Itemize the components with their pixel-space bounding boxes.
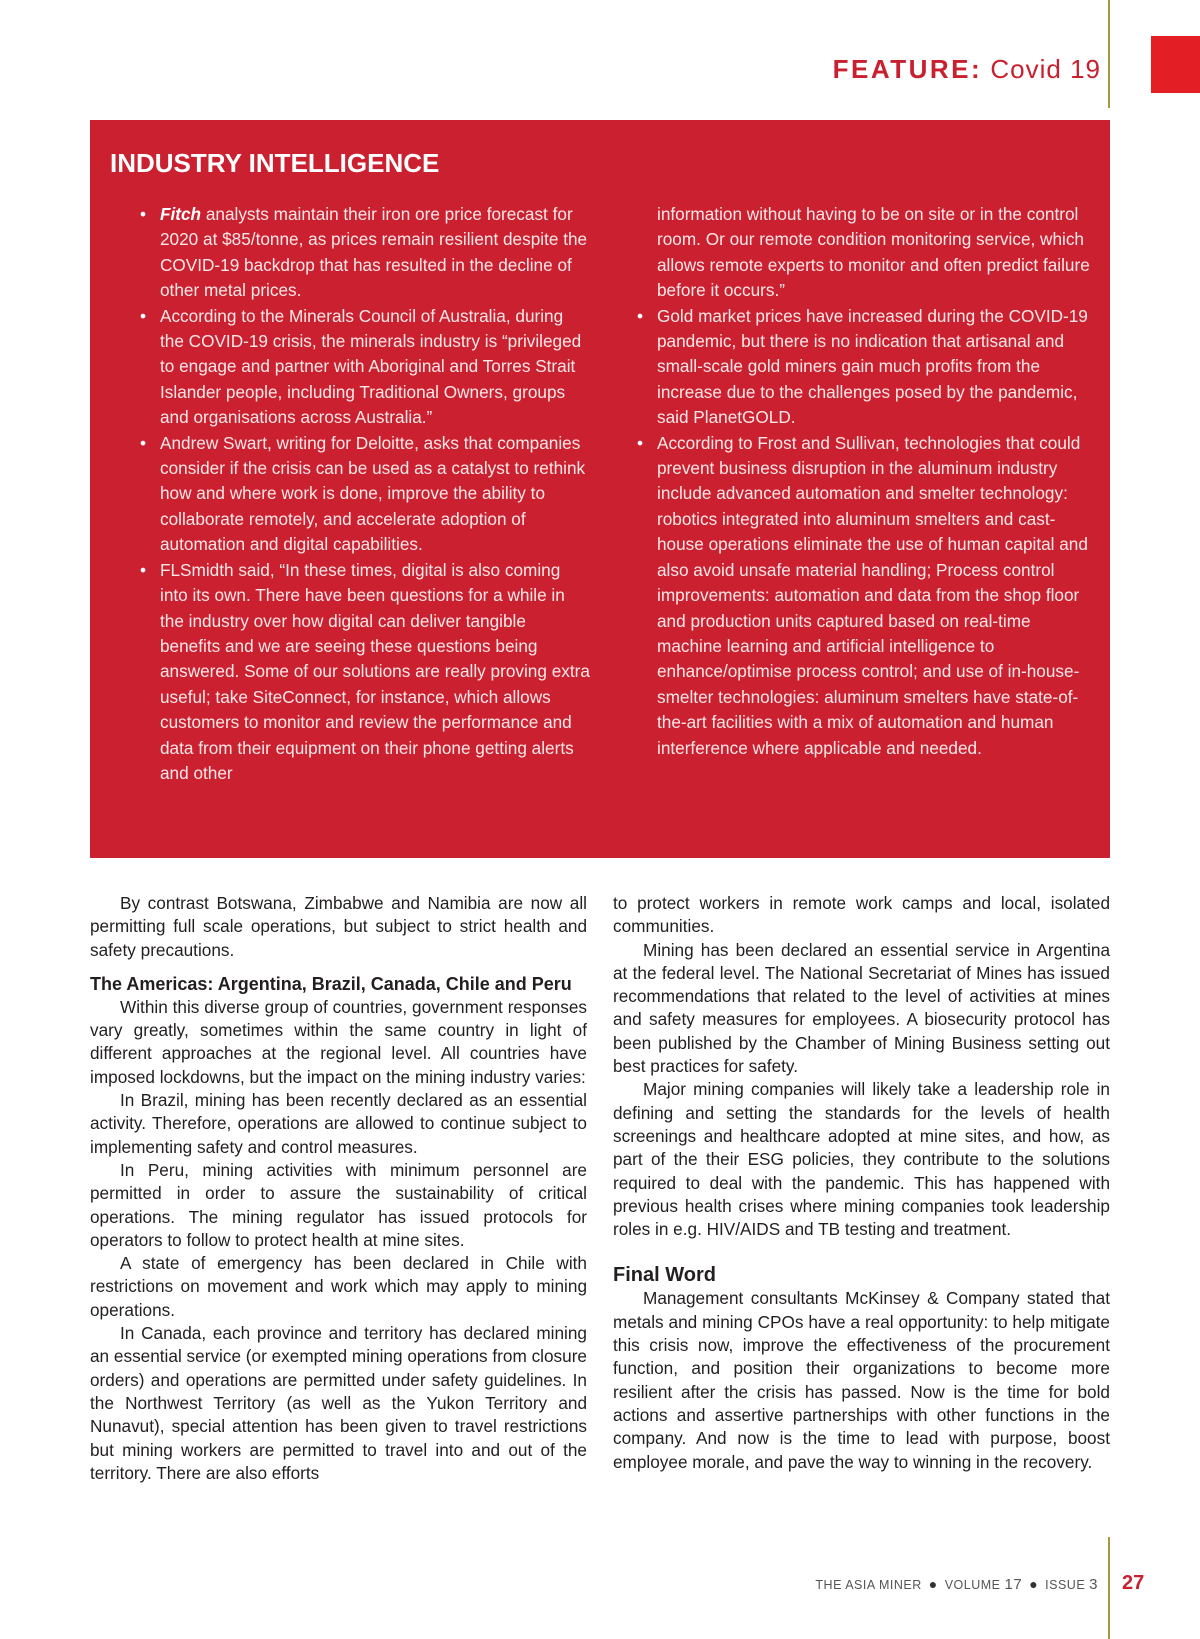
intel-title: INDUSTRY INTELLIGENCE [110, 148, 440, 178]
body-paragraph: Within this diverse group of countries, government responses vary greatly, sometimes within the same country in light of different approaches at the regional level. All countries have imposed lockdowns, but the impact on the mining industry varies: [90, 996, 587, 1087]
body-paragraph-continued: to protect workers in remote work camps and local, isolated communities. [613, 893, 1110, 937]
intel-bullet [160, 202, 590, 304]
body-paragraph: In Canada, each province and territory has declared mining an essential service (or exempted mining operations from closure orders) and operations are permitted under safety guidelines. In the Northwest Territory (as well as the Yukon Territory and Nunavut), special attention has been given to travel restrictions but mining workers are permitted to travel into and out of the territory. There are also efforts [90, 1323, 587, 1483]
issue-number: 3 [1089, 1576, 1098, 1593]
intel-bullet: • Andrew Swart, writing for Deloitte, asks that companies consider if the crisis can be used as a catalyst to rethink how and where work is done, improve the ability to collaborate remotely, and accelerate adoption of automation and digital capabilities. [160, 431, 590, 558]
intel-bullet-text: analysts maintain their iron ore price forecast for 2020 at $85/tonne, as prices remain resilient despite the COVID-19 backdrop that has resulted in the decline of other metal prices. [160, 204, 588, 301]
intel-bullet: • Gold market prices have increased during the COVID-19 pandemic, but there is no indication that artisanal and small-scale gold miners gain much profits from the increase due to the challenges posed by the pandemic, said PlanetGOLD. [657, 304, 1097, 431]
intel-column-left [160, 202, 590, 786]
body-column-left [90, 892, 587, 1485]
body-paragraph: By contrast Botswana, Zimbabwe and Namibia are now all permitting full scale operations, but subject to strict health and safety precautions. [90, 893, 587, 960]
separator-dot-icon: ● [928, 1576, 938, 1592]
intel-bullet: • According to the Minerals Council of Australia, during the COVID-19 crisis, the minerals industry is “privileged to engage and partner with Aboriginal and Torres Strait Islander people, including Traditional Owners, groups and organisations across Australia.” [160, 304, 590, 431]
body-paragraph: A state of emergency has been declared in Chile with restrictions on movement and work which may apply to mining operations. [90, 1253, 587, 1320]
intel-bullet-continued: information without having to be on site or in the control room. Or our remote condition monitoring service, which allows remote experts to monitor and often predict failure before it occurs.” [657, 204, 1090, 301]
header-gold-rule [1108, 0, 1110, 108]
feature-topic: Covid 19 [990, 54, 1101, 84]
separator-dot-icon: ● [1029, 1576, 1039, 1592]
feature-heading [833, 54, 1101, 85]
section-heading-final-word: Final Word [613, 1264, 716, 1287]
body-paragraph: In Peru, mining activities with minimum personnel are permitted in order to assure the sustainability of critical operations. The mining regulator has issued protocols for operators to follow to protect health at mine sites. [90, 1159, 587, 1250]
intel-bullet: • FLSmidth said, “In these times, digital is also coming into its own. There have been questions for a while in the industry over how digital can deliver tangible benefits and we are seeing these questions being answered. Some of our solutions are really proving extra useful; take SiteConnect, for instance, which allows customers to monitor and review the performance and data from their equipment on their phone getting alerts and other [160, 558, 590, 787]
section-heading-americas: The Americas: Argentina, Brazil, Canada, Chile and Peru [90, 973, 572, 994]
body-column-right [613, 892, 1110, 1474]
intel-column-right [657, 202, 1097, 761]
volume-label: VOLUME [944, 1578, 1001, 1592]
body-paragraph: Management consultants McKinsey & Company stated that metals and mining CPOs have a real opportunity: to help mitigate this crisis now, improve the effectiveness of the procurement function, and position their organizations to become more resilient after the crisis has passed. Now is the time for bold actions and assertive partnerships with other functions in the company. And now is the time to lead with purpose, boost employee morale, and pave the way to winning in the recovery. [613, 1288, 1110, 1472]
issue-label: ISSUE [1045, 1578, 1086, 1592]
feature-label: FEATURE: [832, 54, 983, 84]
footer-gold-rule [1108, 1537, 1110, 1639]
intel-bullet: • According to Frost and Sullivan, technologies that could prevent business disruption in the aluminum industry include advanced automation and smelter technology: robotics integrated into aluminum smelters and cast- house operations eliminate the use of human capital and also avoid unsafe material handling; Process control improvements: automation and data from the shop floor and production units captured based on real-time machine learning and artificial intelligence to enhance/optimise process control; and use of in-house-smelter technologies: aluminum smelters have state-of-the-art facilities with a mix of automation and human interference where applicable and needed. [657, 431, 1097, 761]
industry-intelligence-box [90, 120, 1110, 858]
body-paragraph: Mining has been declared an essential service in Argentina at the federal level. The National Secretariat of Mines has issued recommendations that related to the level of activities at mines and safety measures for employees. A biosecurity protocol has been published by the Chamber of Mining Business setting out best practices for safety. [613, 939, 1110, 1077]
volume-number: 17 [1004, 1576, 1023, 1593]
intel-bullet-lead: Fitch [160, 204, 202, 224]
footer-publication-info [815, 1576, 1098, 1593]
page-number: 27 [1122, 1572, 1145, 1594]
publication-name: THE ASIA MINER [815, 1578, 922, 1592]
body-paragraph: In Brazil, mining has been recently declared as an essential activity. Therefore, operations are allowed to continue subject to implementing safety and control measures. [90, 1090, 587, 1157]
body-paragraph: Major mining companies will likely take a leadership role in defining and setting the standards for the levels of health screenings and healthcare adopted at mine sites, and how, as part of the their ESG policies, they contribute to the solutions required to deal with the pandemic. This has happened with previous health crises where mining companies took leadership roles in e.g. HIV/AIDS and TB testing and treatment. [613, 1079, 1110, 1240]
header-red-tab [1151, 36, 1200, 93]
